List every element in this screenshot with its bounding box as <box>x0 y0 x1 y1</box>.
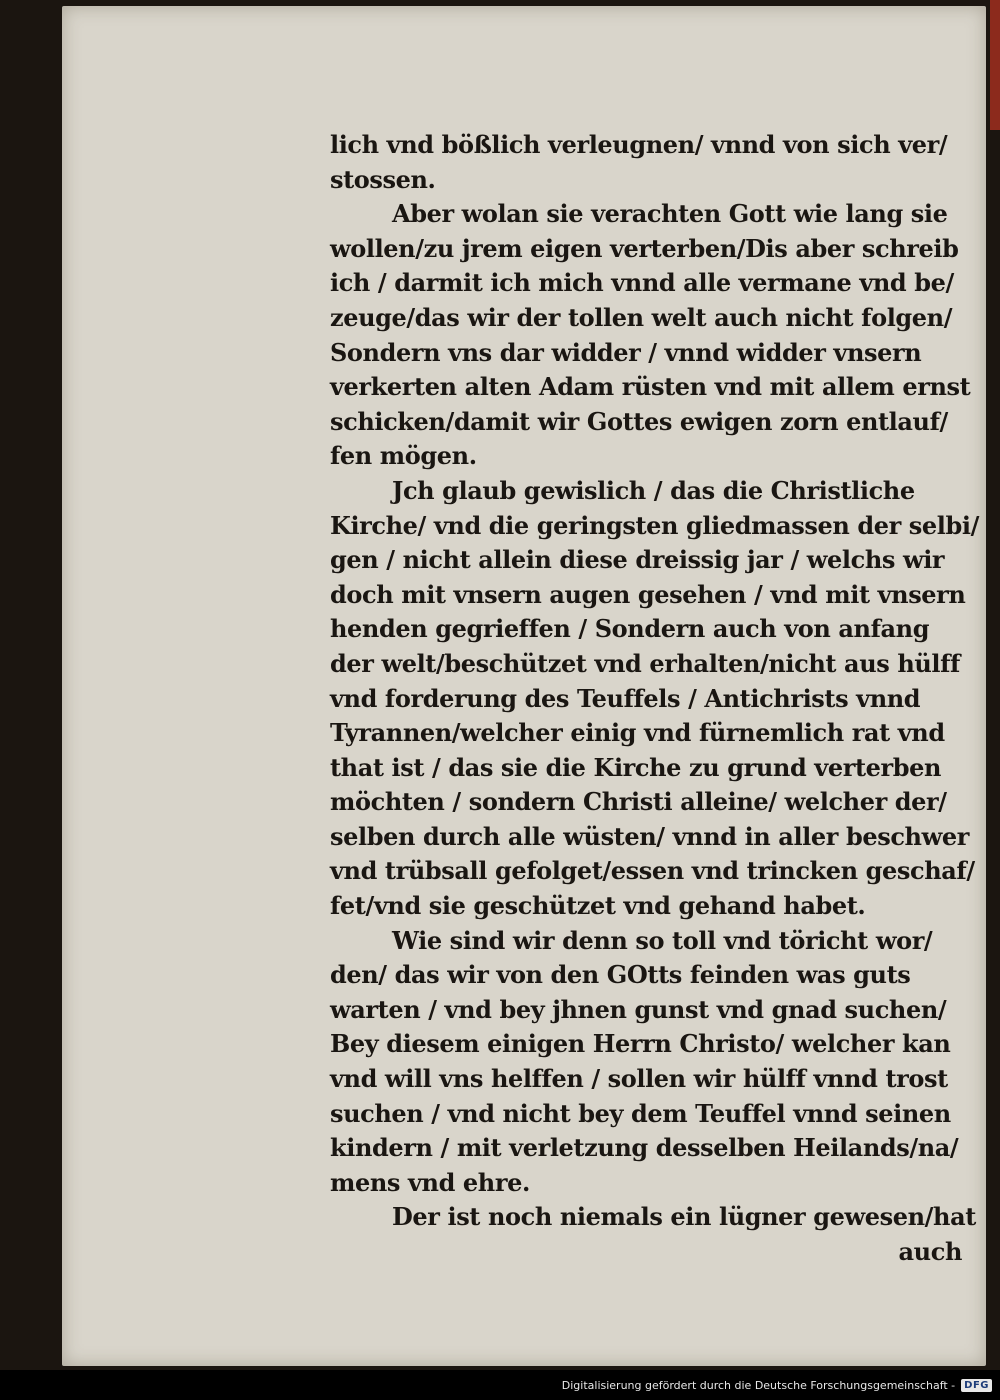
text-line: wollen/zu jrem eigen verterben/Dis aber schreib <box>330 233 959 263</box>
text-line: kindern / mit verletzung desselben Heilands/na/ <box>330 1133 959 1163</box>
paragraph-start-line: Der ist noch niemals ein lügner gewesen/hat <box>392 1202 976 1232</box>
text-line: der welt/beschützet vnd erhalten/nicht aus hülff <box>330 648 960 678</box>
text-line: den/ das wir von den GOtts feinden was guts <box>330 960 911 990</box>
text-line: schicken/damit wir Gottes ewigen zorn entlauf/ <box>330 406 948 436</box>
text-line: Sondern vns dar widder / vnnd widder vnsern <box>330 337 922 367</box>
text-line: möchten / sondern Christi alleine/ welcher der/ <box>330 787 947 817</box>
text-line: verkerten alten Adam rüsten vnd mit allem ernst <box>330 372 971 402</box>
text-line: mens vnd ehre. <box>330 1167 530 1197</box>
footer-bar <box>0 1370 1000 1400</box>
paragraph-start-line: Aber wolan sie verachten Gott wie lang sie <box>392 199 948 229</box>
text-line: stossen. <box>330 164 436 194</box>
dfg-logo[interactable]: DFG <box>961 1379 992 1392</box>
text-line: warten / vnd bey jhnen gunst vnd gnad suchen/ <box>330 994 947 1024</box>
footer-credit: Digitalisierung gefördert durch die Deutsche Forschungsgemeinschaft - <box>561 1378 956 1392</box>
text-line: suchen / vnd nicht bey dem Teuffel vnnd seinen <box>330 1098 951 1128</box>
text-line: fet/vnd sie geschützet vnd gehand habet. <box>330 891 866 921</box>
catchword: auch <box>898 1237 962 1266</box>
text-line: vnd forderung des Teuffels / Antichrists vnnd <box>330 683 921 713</box>
text-line: Bey diesem einigen Herrn Christo/ welcher kan <box>330 1029 951 1059</box>
text-line: lich vnd bößlich verleugnen/ vnnd von sich ver/ <box>330 130 948 159</box>
text-line: vnd trübsall gefolget/essen vnd trincken geschaf/ <box>330 856 975 886</box>
book-edge-binding <box>990 0 1000 130</box>
text-line: doch mit vnsern augen gesehen / vnd mit vnsern <box>330 579 966 609</box>
text-line: ich / darmit ich mich vnnd alle vermane vnd be/ <box>330 268 954 298</box>
text-line: fen mögen. <box>330 441 477 471</box>
text-line: that ist / das sie die Kirche zu grund verterben <box>330 752 942 782</box>
text-line: gen / nicht allein diese dreissig jar / welchs wir <box>330 545 945 575</box>
text-line: zeuge/das wir der tollen welt auch nicht folgen/ <box>330 302 953 332</box>
text-line: Kirche/ vnd die geringsten gliedmassen der selbi/ <box>330 510 979 540</box>
text-line: henden gegrieffen / Sondern auch von anfang <box>330 614 930 644</box>
text-line: selben durch alle wüsten/ vnnd in aller beschwer <box>330 821 969 851</box>
text-line: Tyrannen/welcher einig vnd fürnemlich rat vnd <box>330 718 945 748</box>
text-line: vnd will vns helffen / sollen wir hülff vnnd trost <box>330 1064 948 1094</box>
paragraph-start-line: Jch glaub gewislich / das die Christliche <box>392 475 915 505</box>
page-text-block <box>330 128 979 1270</box>
paragraph-start-line: Wie sind wir denn so toll vnd töricht wor/ <box>392 925 933 955</box>
